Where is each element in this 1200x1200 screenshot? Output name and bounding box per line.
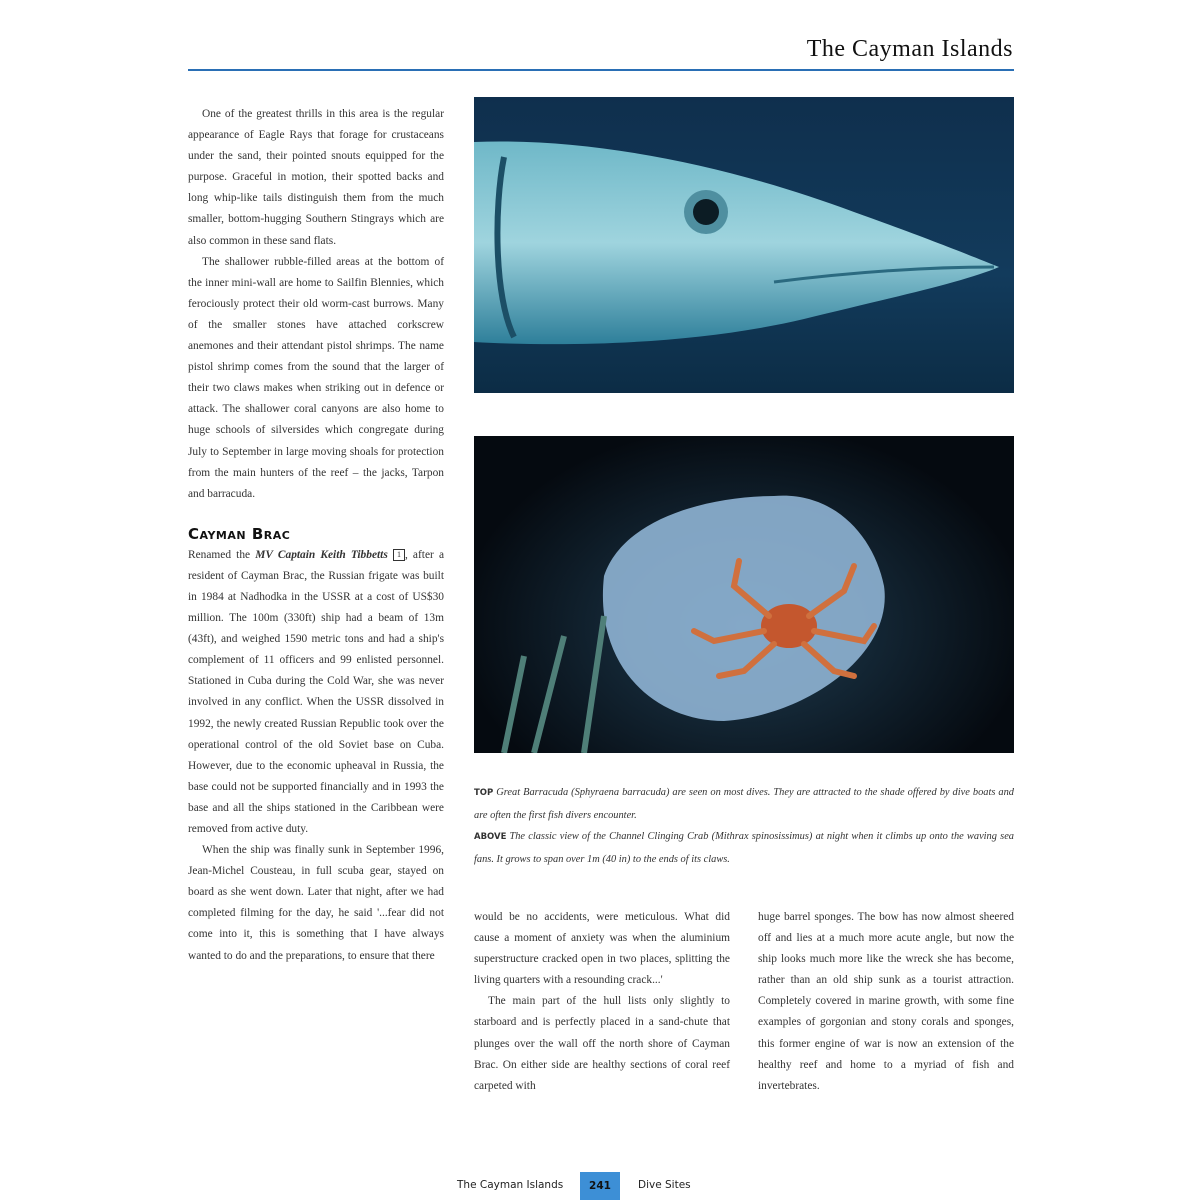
page-footer — [0, 1172, 1200, 1200]
page-title: The Cayman Islands — [806, 36, 1013, 62]
section-heading: Cayman Brac — [188, 524, 291, 543]
caption-above — [474, 826, 1014, 870]
ship-name: MV Captain Keith Tibbetts — [255, 548, 388, 561]
crab-on-sea-fan-photo — [474, 436, 1014, 753]
paragraph: would be no accidents, were meticulous. What did cause a moment of anxiety was when the aluminium superstructure cracked open in two places, splitting the living quarters with a resounding crack...' — [474, 911, 730, 987]
paragraph: When the ship was finally sunk in September 1996, Jean-Michel Cousteau, in full scuba gear, stayed on board as she went down. Later that night, after we had completed filming for the day, he said '...fear did not come into it, this is something that I have always wanted to do and the preparations, to ensure that there — [188, 844, 444, 962]
paragraph: The shallower rubble-filled areas at the bottom of the inner mini-wall are home to Sailfin Blennies, which ferociously protect their old worm-cast burrows. Many of the smaller stones have attached corkscrew anemones and their attendant pistol shrimps. The name pistol shrimp comes from the sound that the larger of their two claws makes when striking out in defence or attack. The shallower coral canyons are also home to huge schools of silversides which congregate during July to September in large moving shoals for protection from the main hunters of the reef – the jacks, Tarpon and barracuda. — [188, 255, 444, 500]
caption-text: Great Barracuda (Sphyraena barracuda) are seen on most dives. They are attracted to the shade offered by dive boats and are often the first fish divers encounter. — [474, 787, 1014, 821]
text: Renamed the — [188, 548, 256, 561]
right-column — [758, 907, 1014, 1097]
footer-section: Dive Sites — [638, 1179, 691, 1191]
photo-captions — [474, 782, 1014, 870]
middle-column — [474, 907, 730, 1097]
left-column — [188, 104, 444, 967]
caption-label: ABOVE — [474, 832, 507, 842]
caption-text: The classic view of the Channel Clinging Crab (Mithrax spinosissimus) at night when it climbs up onto the waving sea fans. It grows to span over 1m (40 in) to the ends of its claws. — [474, 831, 1014, 865]
caption-label: TOP — [474, 788, 494, 798]
paragraph: The main part of the hull lists only slightly to starboard and is perfectly placed in a sand-chute that plunges over the wall off the north shore of Cayman Brac. On either side are healthy sections of coral reef carpeted with — [474, 995, 730, 1092]
paragraph: One of the greatest thrills in this area is the regular appearance of Eagle Rays that forage for crustaceans under the sand, their pointed snouts equipped for the purpose. Graceful in motion, their spotted backs and long whip-like tails distinguish them from the much smaller, bottom-hugging Southern Stingrays which are also common in these sand flats. — [188, 108, 444, 247]
footer-book-title: The Cayman Islands — [457, 1179, 564, 1191]
header-rule — [188, 69, 1014, 71]
caption-top — [474, 782, 1014, 826]
paragraph — [188, 545, 444, 840]
map-marker-box: 1 — [393, 549, 405, 561]
page-number: 241 — [580, 1172, 620, 1200]
paragraph: huge barrel sponges. The bow has now almost sheered off and lies at a much more acute angle, but now the ship looks much more like the wreck she has become, rather than an old ship sunk as a tourist attraction. Completely covered in marine growth, with some fine examples of gorgonian and stony corals and sponges, this former engine of war is now an extension of the healthy reef and home to a myriad of fish and invertebrates. — [758, 911, 1014, 1092]
text: , after a resident of Cayman Brac, the Russian frigate was built in 1984 at Nadhodka in the USSR at a cost of US$30 million. The 100m (330ft) ship had a beam of 13m (43ft), and weighed 1590 metric tons and had a ship's complement of 11 officers and 99 enlisted personnel. Stationed in Cuba during the Cold War, she was never involved in any conflict. When the USSR dissolved in 1992, the newly created Russian Republic took over the operational control of the old Soviet base on Cuba. However, due to the economic upheaval in Russia, the base could not be supported financially and in 1993 the base and all the ships stationed in the Caribbean were removed from active duty. — [188, 548, 444, 835]
barracuda-photo — [474, 97, 1014, 393]
